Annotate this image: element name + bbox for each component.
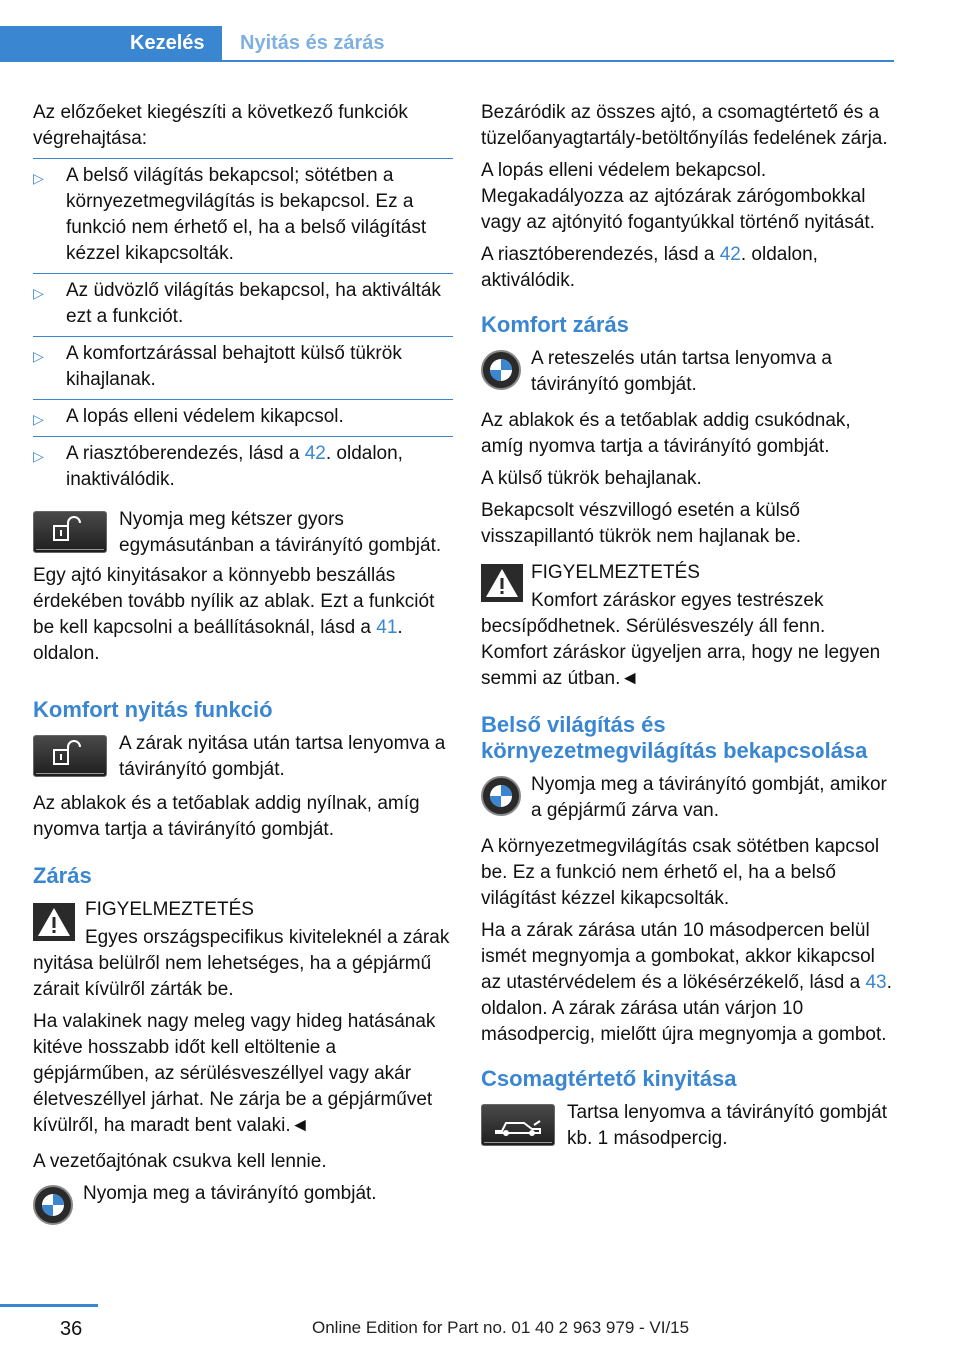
page-header [0,0,960,62]
comfort-open-instruction [33,731,453,783]
driver-door-text: A vezetőajtónak csukva kell lennie. [33,1151,327,1172]
page-link-41[interactable]: 41 [376,617,398,638]
warning-icon [481,564,523,610]
list-item [33,337,453,400]
lock-heading: Zárás [33,863,92,888]
left-column [33,100,453,1237]
comfort-open-para: Az ablakok és a tetőablak addig nyílnak, amíg nyomva tartja a távirányító gombját. [33,793,420,840]
tab-kezeles-label: Kezelés [130,32,205,54]
close-para-3: Bekapcsolt vészvillogó esetén a külső visszapillantó tükrök nem hajlanak be. [481,500,802,547]
comfort-close-warning-label: FIGYELMEZTETÉS [531,562,700,583]
lock-instruction-text: Nyomja meg a távirányító gombját. [83,1183,377,1204]
triangle-bullet-icon: ▷ [33,170,44,186]
locks-para: Bezáródik az összes ajtó, a csomagtértető és a tüzelőanyagtartály-betöltőnyílás fedelének zárja. [481,102,888,149]
tab-kezeles[interactable] [0,26,222,60]
light-heading: Belső világítás és környezetmegvilágítás bekapcsolása [481,712,868,763]
unlock-button-icon [33,735,107,777]
lock-warning-para: Ha valakinek nagy meleg vagy hideg hatásának kitéve hosszabb időt kell eltöltenie a gépjárműben, az sérülésveszéllyel vagy akár életveszéllyel járhat. Ne zárja be a gépjárművet kívülről, ha maradt bent valaki.◄ [33,1011,436,1136]
alarm-para-pre: A riasztóberendezés, lásd a [481,244,720,265]
list-item-text: A belső világítás bekapcsol; sötétben a környezetmegvilágítás is bekapcsol. Ez a funkció nem érhető el, ha a belső világítást kézzel kikapcsolták. [66,165,427,264]
page-link-42[interactable]: 42 [719,244,741,265]
bmw-key-button-icon [481,350,521,390]
comfort-close-text: A reteszelés után tartsa lenyomva a távirányító gombját. [531,348,832,395]
lock-instruction [33,1181,453,1233]
alarm-para-post: . oldalon, aktiválódik. [481,244,818,291]
light-para-2-post: . oldalon. A zárak zárása után várjon 10 másodpercig, mielőtt újra megnyomja a gombot. [481,972,892,1045]
close-para-2: A külső tükrök behajlanak. [481,468,702,489]
comfort-open-heading: Komfort nyitás funkció [33,697,273,722]
list-item-text: A riasztóberendezés, lásd a [66,443,305,464]
page-link-42[interactable]: 42 [304,443,326,464]
unlock-instruction-text: Nyomja meg kétszer gyors egymásutánban a távirányító gombját. [119,509,442,556]
light-para-1: A környezetmegvilágítás csak sötétben kapcsol be. Ez a funkció nem érhető el, ha a belső világítást kézzel kikapcsolták. [481,836,880,909]
list-item [33,158,453,274]
light-instruction-text: Nyomja meg a távirányító gombját, amikor a gépjármű zárva van. [531,774,887,821]
page-link-43[interactable]: 43 [865,972,887,993]
triangle-bullet-icon: ▷ [33,348,44,364]
footer-line [0,1304,98,1307]
theft-para: A lopás elleni védelem bekapcsol. Megakadályozza az ajtózárak zárógombokkal vagy az ajtónyitó fogantyúkkal történő nyitását. [481,160,875,233]
light-para-2-pre: Ha a zárak zárása után 10 másodpercen belül ismét megnyomja a gombokat, akkor kikapcsol az utastérvédelem és a lökésérzékelő, lásd a [481,920,875,993]
intro-text: Az előzőeket kiegészíti a következő funkciók végrehajtása: [33,102,408,149]
list-item [33,400,453,437]
list-item-text: Az üdvözlő világítás bekapcsol, ha aktiválták ezt a funkciót. [66,280,441,327]
door-window-text-pre: Egy ajtó kinyitásakor a könnyebb beszállás érdekében tovább nyílik az ablak. Ezt a funkciót be kell kapcsolni a beállításoknál, lásd a [33,565,435,638]
lock-warning-text: Egyes országspecifikus kiviteleknél a zárak nyitása belülről nem lehetséges, ha a gépjármű zárait kívülről zárták be. [33,927,450,1000]
comfort-close-instruction [481,346,897,398]
edition-text: Online Edition for Part no. 01 40 2 963 979 - VI/15 [312,1318,690,1337]
unlock-button-icon [33,511,107,553]
alarm-para [481,242,897,294]
function-list [33,158,453,499]
trunk-heading: Csomagtértető kinyitása [481,1066,737,1091]
triangle-bullet-icon: ▷ [33,411,44,427]
list-item [33,437,453,499]
bmw-key-button-icon [481,776,521,816]
triangle-bullet-icon: ▷ [33,285,44,301]
lock-warning [33,897,453,947]
page-number: 36 [60,1318,83,1340]
trunk-instruction [481,1100,897,1152]
triangle-bullet-icon: ▷ [33,448,44,464]
lock-warning-label: FIGYELMEZTETÉS [85,899,254,920]
door-window-text [33,563,453,667]
close-para-1: Az ablakok és a tetőablak addig csukódnak, amíg nyomva tartja a távirányító gombját. [481,410,851,457]
bmw-key-button-icon [33,1185,73,1225]
comfort-open-text: A zárak nyitása után tartsa lenyomva a távirányító gombját. [119,733,446,780]
comfort-close-heading: Komfort zárás [481,312,629,337]
tab-nyitas-es-zaras[interactable]: Nyitás és zárás [240,32,385,54]
list-item-text: A lopás elleni védelem kikapcsol. [66,406,344,427]
trunk-instruction-text: Tartsa lenyomva a távirányító gombját kb. 1 másodpercig. [567,1102,887,1149]
list-item-text: A komfortzárással behajtott külső tükrök kihajlanak. [66,343,402,390]
comfort-close-warning-text: Komfort záráskor egyes testrészek becsípődhetnek. Sérülésveszély áll fenn. Komfort záráskor ügyeljen arra, hogy ne legyen semmi az útban.◄ [481,590,881,689]
comfort-close-warning [481,560,897,610]
light-para-2 [481,918,897,1048]
door-window-text-post: . oldalon. [33,617,403,664]
unlock-instruction [33,507,453,559]
list-item-text: . oldalon, inaktiválódik. [66,443,403,490]
right-column [481,100,897,1156]
trunk-button-icon [481,1104,555,1146]
light-instruction [481,772,897,824]
warning-icon [33,903,75,949]
list-item [33,274,453,337]
